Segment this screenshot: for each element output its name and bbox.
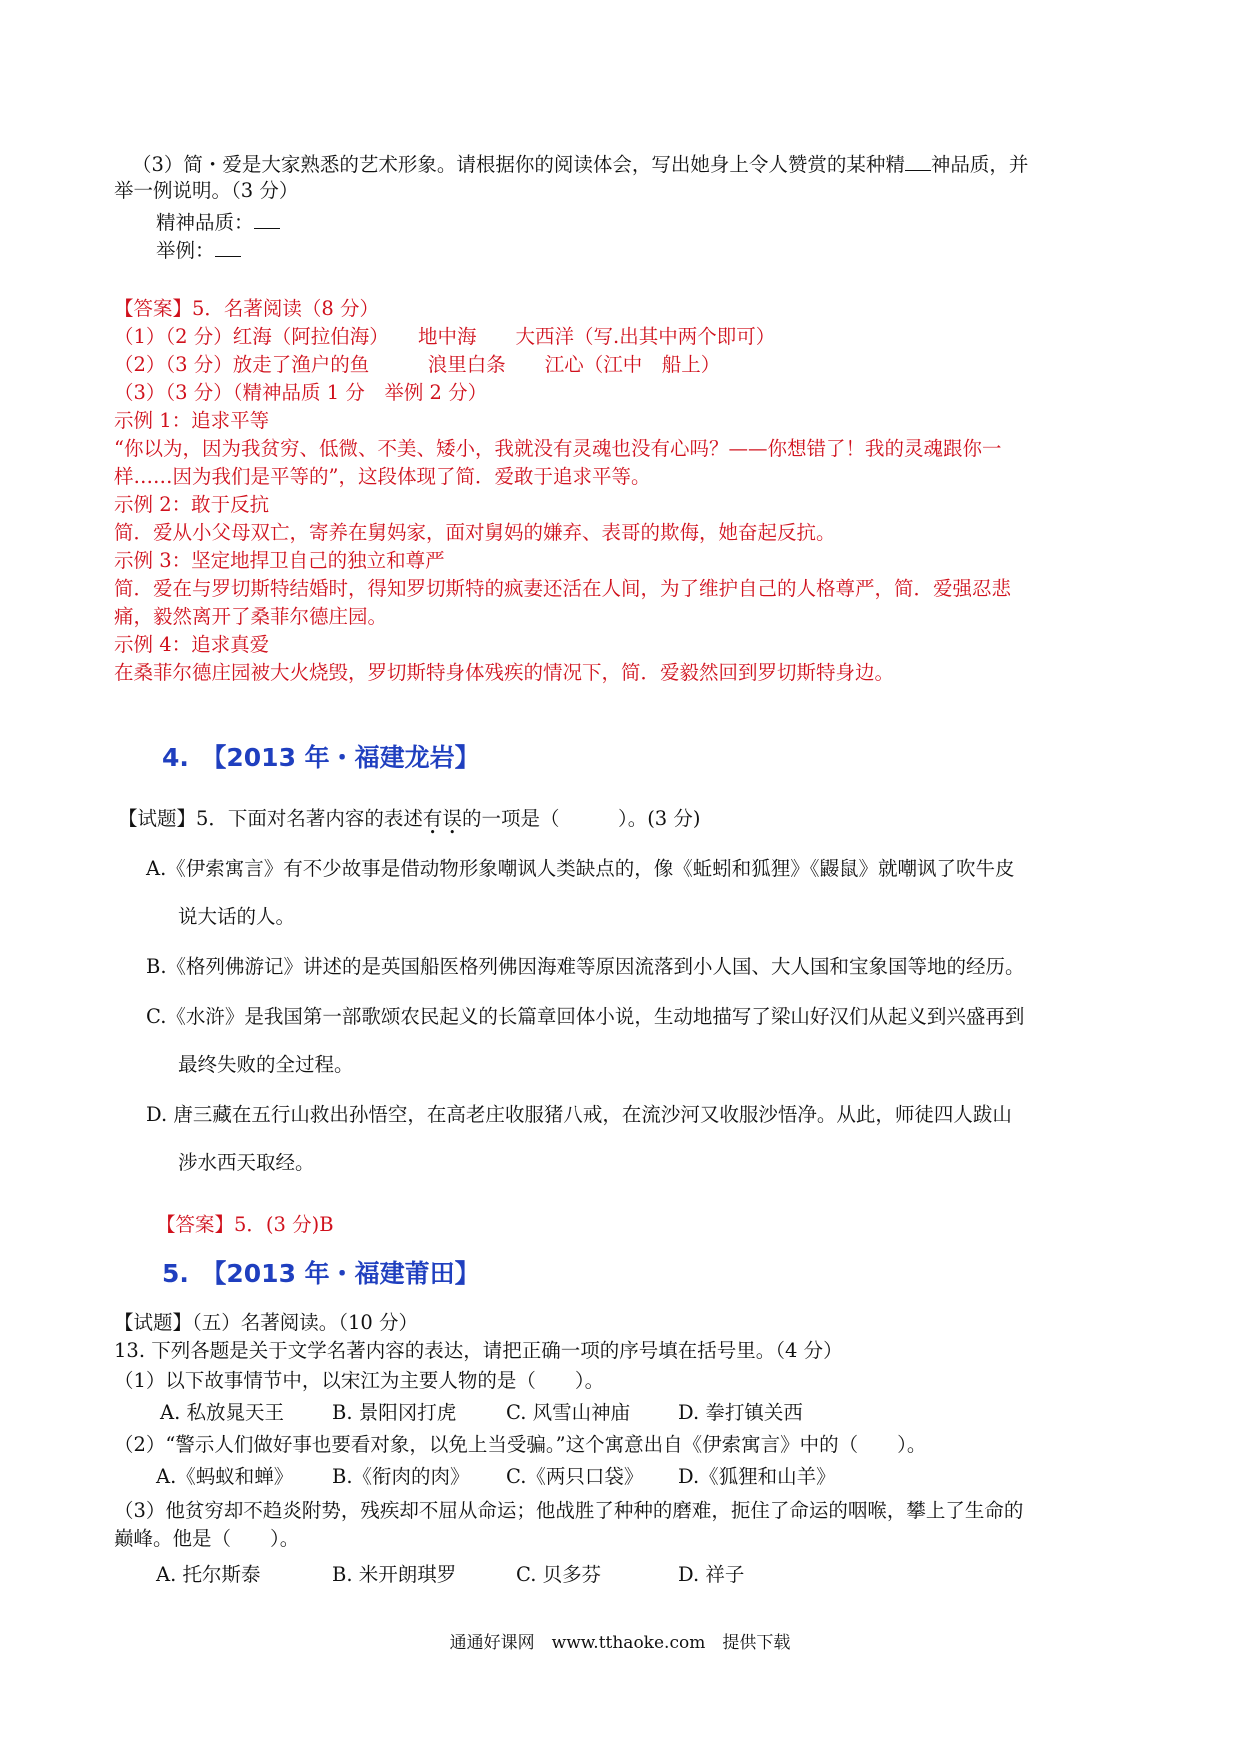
example-4-text: 在桑菲尔德庄园被大火烧毁，罗切斯特身体残疾的情况下，简．爱毅然回到罗切斯特身边。 [114,661,895,684]
sub1-option-b: B. 景阳冈打虎 [332,1401,457,1424]
option-c-line1: C.《水浒》是我国第一部歌颂农民起义的长篇章回体小说，生动地描写了梁山好汉们从起义到兴盛再到 [146,1005,1025,1028]
example-1-title: 示例 1：追求平等 [114,409,270,432]
sub3-option-b: B. 米开朗琪罗 [332,1563,457,1586]
sub2-option-d: D.《狐狸和山羊》 [678,1465,836,1488]
answer-blank[interactable] [905,150,931,171]
example-1-text-a: “你以为，因为我贫穷、低微、不美、矮小，我就没有灵魂也没有心吗？——你想错了！我的灵魂跟你一 [114,437,1002,460]
sub2-option-b: B.《衔肉的肉》 [332,1465,470,1488]
sub2-option-c: C.《两只口袋》 [506,1465,644,1488]
sub2-option-a: A.《蚂蚁和蝉》 [156,1465,294,1488]
answer-title: 【答案】5．名著阅读（8 分） [114,297,380,320]
section-4-heading: 4. 【2013 年・福建龙岩】 [162,743,480,772]
question-13: 13. 下列各题是关于文学名著内容的表达，请把正确一项的序号填在括号里。（4 分） [114,1339,843,1362]
answer-line-2: （2）（3 分）放走了渔户的鱼 浪里白条 江心（江中 船上） [114,353,721,376]
sub1-option-d: D. 拳打镇关西 [678,1401,803,1424]
quality-blank[interactable] [254,208,280,229]
sub-question-3-line1: （3）他贫穷却不趋炎附势，残疾却不屈从命运；他战胜了种种的磨难，扼住了命运的咽喉，攀上了生命的 [114,1499,1024,1522]
section-5-title: 【试题】（五）名著阅读。（10 分） [114,1311,419,1334]
example-3-title: 示例 3：坚定地捍卫自己的独立和尊严 [114,549,445,572]
section-4-answer: 【答案】5．(3 分)B [156,1213,334,1236]
example-blank[interactable] [215,236,241,257]
sub-question-1: （1）以下故事情节中，以宋江为主要人物的是（ ）。 [114,1369,605,1392]
example-3-text-b: 痛，毅然离开了桑菲尔德庄园。 [114,605,388,628]
question-3-line1: （3）简・爱是大家熟悉的艺术形象。请根据你的阅读体会，写出她身上令人赞赏的某种精 神品质，并 [132,150,1028,178]
option-d-line1: D. 唐三藏在五行山救出孙悟空，在高老庄收服猪八戒，在流沙河又收服沙悟净。从此，师徒四人跋山 [146,1103,1012,1126]
page-footer: 通通好课网 www.tthaoke.com 提供下载 [449,1633,791,1653]
sub-question-3-line2: 巅峰。他是（ ）。 [114,1527,300,1550]
sub3-option-d: D. 祥子 [678,1563,745,1586]
example-field: 举例： [156,236,241,264]
example-2-text: 简．爱从小父母双亡，寄养在舅妈家，面对舅妈的嫌弃、表哥的欺侮，她奋起反抗。 [114,521,836,544]
section-5-heading: 5. 【2013 年・福建莆田】 [162,1259,480,1288]
emphasis-char: 误 [442,807,462,830]
sub-question-2: （2）“警示人们做好事也要看对象，以免上当受骗。”这个寓意出自《伊索寓言》中的（ ）。 [114,1433,927,1456]
option-d-line2: 涉水西天取经。 [178,1151,315,1174]
example-3-text-a: 简．爱在与罗切斯特结婚时，得知罗切斯特的疯妻还活在人间，为了维护自己的人格尊严，简．爱强忍悲 [114,577,1012,600]
option-b-line1: B.《格列佛游记》讲述的是英国船医格列佛因海难等原因流落到小人国、大人国和宝象国等地的经历。 [146,955,1025,978]
option-a-line1: A.《伊索寓言》有不少故事是借动物形象嘲讽人类缺点的，像《蚯蚓和狐狸》《鼹鼠》就嘲讽了吹牛皮 [146,857,1015,880]
emphasis-char: 有 [422,807,443,830]
option-a-line2: 说大话的人。 [178,905,296,928]
example-1-text-b: 样……因为我们是平等的”，这段体现了简．爱敢于追求平等。 [114,465,651,488]
sub1-option-a: A. 私放晁天王 [160,1401,284,1424]
sub3-option-a: A. 托尔斯泰 [156,1563,261,1586]
example-2-title: 示例 2：敢于反抗 [114,493,270,516]
section-4-question: 【试题】5．下面对名著内容的表述有误的一项是（ ）。(3 分) [118,807,701,830]
sub3-option-c: C. 贝多芬 [516,1563,602,1586]
answer-line-1: （1）（2 分）红海（阿拉伯海） 地中海 大西洋（写.出其中两个即可） [114,325,776,348]
example-4-title: 示例 4：追求真爱 [114,633,270,656]
answer-line-3: （3）（3 分）（精神品质 1 分 举例 2 分） [114,381,488,404]
sub1-option-c: C. 风雪山神庙 [506,1401,631,1424]
option-c-line2: 最终失败的全过程。 [178,1053,354,1076]
quality-field: 精神品质： [156,208,280,236]
question-3-line2: 举一例说明。（3 分） [114,179,299,202]
